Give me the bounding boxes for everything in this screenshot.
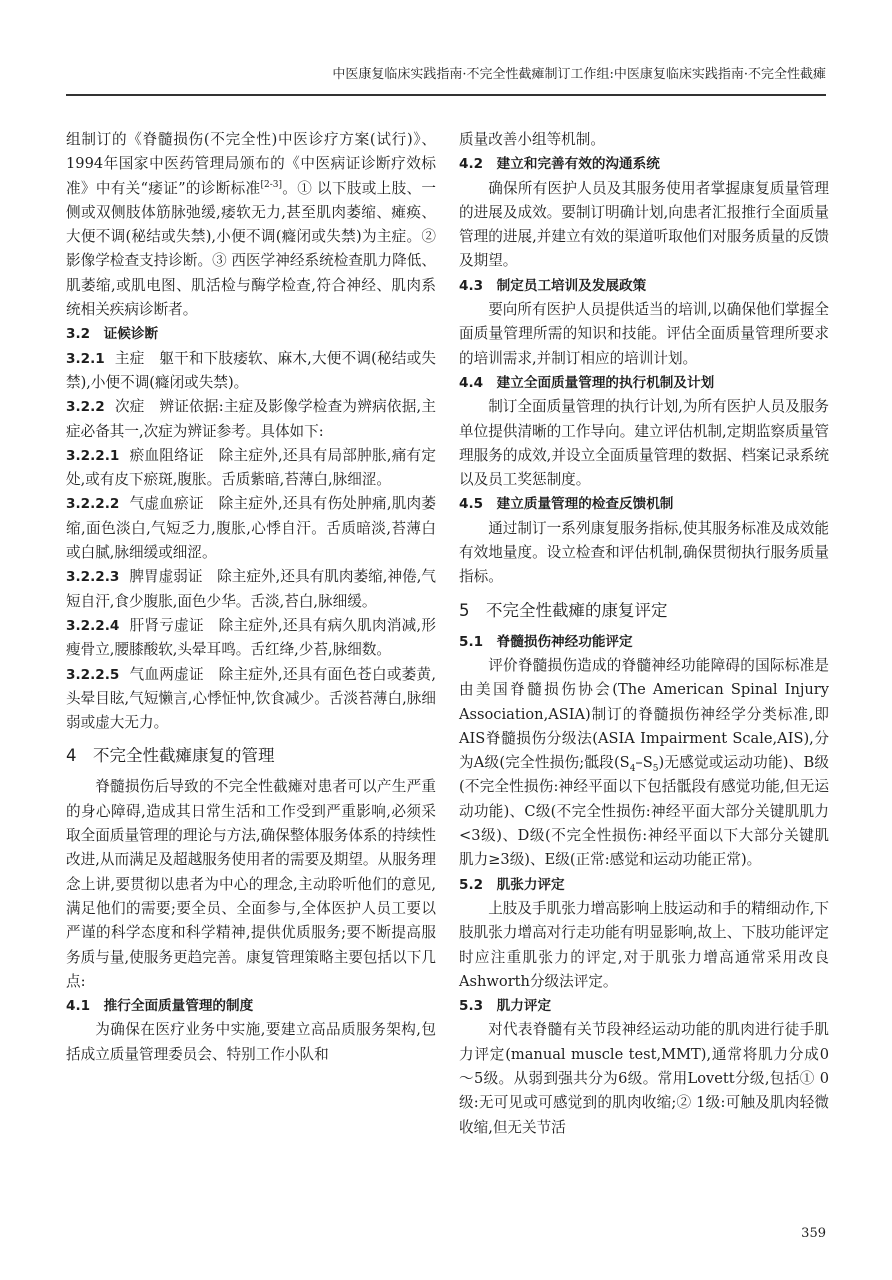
paragraph-4-2: 确保所有医护人员及其服务使用者掌握康复质量管理的进展及成效。要制订明确计划,向患者汇报推行全面质量管理的进展,并建立有效的渠道听取他们对服务质量的反馈及期望。	[459, 179, 829, 270]
paragraph-4-4: 制订全面质量管理的执行计划,为所有医护人员及服务单位提供清晰的工作导向。建立评估机制,定期监察质量管理服务的成效,并设立全面质量管理的数据、档案记录系统以及员工奖惩制度。	[459, 398, 829, 489]
text: 肝肾亏虚证 除主症外,还具有病久肌肉消减,形瘦骨立,腰膝酸软,头晕耳鸣。舌红绛,少苔,脉细数。	[66, 616, 436, 659]
heading-3-2: 3.2 证候诊断	[66, 326, 159, 343]
heading-4-4: 4.4 建立全面质量管理的执行机制及计划	[459, 374, 715, 391]
item-3-2-1	[66, 347, 436, 396]
heading-4-3: 4.3 制定员工培训及发展政策	[459, 277, 647, 294]
item-number: 3.2.2.3	[66, 569, 120, 586]
item-number: 3.2.2.4	[66, 617, 120, 634]
item-3-2-2	[66, 395, 436, 444]
right-column	[459, 128, 829, 1140]
paragraph-4-3: 要向所有医护人员提供适当的培训,以确保他们掌握全面质量管理所需的知识和技能。评估全面质量管理所要求的培训需求,并制订相应的培训计划。	[459, 301, 829, 367]
text: 脾胃虚弱证 除主症外,还具有肌肉萎缩,神倦,气短自汗,食少腹胀,面色少华。舌淡,苔白,脉细缓。	[66, 568, 436, 610]
text: 。① 以下肢或上肢、一侧或双侧肢体筋脉弛缓,痿软无力,甚至肌肉萎缩、瘫痪、大便不调(秘结或失禁),小便不调(癃闭或失禁)为主症。② 影像学检查支持诊断。③ 西医学神经系统检查肌力降低、肌萎缩,或肌电图、肌活检与酶学检查,符合神经、肌肉系统相关疾病诊断者。	[66, 179, 436, 319]
text: 组制订的《脊髓损伤(不完全性)中医诊疗方案(试行)》、1994年国家中医药管理局颁布的《中医病证诊断疗效标准》中有关“痿证”的诊断标准	[66, 131, 436, 197]
item-3-2-2-3	[66, 565, 436, 614]
text: –S	[635, 754, 653, 772]
subscript: 4	[629, 764, 636, 775]
text: 主症 躯干和下肢痿软、麻木,大便不调(秘结或失禁),小便不调(癃闭或失禁)。	[66, 349, 436, 391]
item-number: 3.2.2	[66, 399, 105, 416]
item-number: 3.2.2.1	[66, 447, 120, 464]
item-number: 3.2.2.2	[66, 496, 120, 513]
subscript: 5	[652, 764, 659, 775]
left-column	[66, 128, 436, 1067]
heading-5-2: 5.2 肌张力评定	[459, 876, 565, 893]
heading-4-1: 4.1 推行全面质量管理的制度	[66, 998, 254, 1015]
item-3-2-2-2	[66, 492, 436, 565]
item-number: 3.2.1	[66, 350, 105, 367]
header-rule	[66, 94, 826, 96]
section-heading-5: 5 不完全性截瘫的康复评定	[459, 600, 668, 620]
paragraph-5-2: 上肢及手肌张力增高影响上肢运动和手的精细动作,下肢肌张力增高对行走功能有明显影响,故上、下肢功能评定时应注重肌张力的评定,对于肌张力增高通常采用改良Ashworth分级法评定。	[459, 899, 829, 990]
item-number: 3.2.2.5	[66, 666, 120, 683]
text: 次症 辨证依据:主症及影像学检查为辨病依据,主症必备其一,次症为辨证参考。具体如下:	[66, 398, 436, 440]
heading-5-3: 5.3 肌力评定	[459, 998, 552, 1015]
text: 评价脊髓损伤造成的脊髓神经功能障碍的国际标准是由美国脊髓损伤协会(The American Spinal Injury Association,ASIA)制订的脊髓损伤神经学分类标准,即AIS脊髓损伤分级法(ASIA Impairment Scale,AIS),分为A级(完全性损伤;骶段(S	[459, 656, 829, 772]
paragraph-5-1	[459, 654, 829, 873]
heading-4-5: 4.5 建立质量管理的检查反馈机制	[459, 496, 674, 513]
item-3-2-2-5	[66, 663, 436, 736]
heading-4-2: 4.2 建立和完善有效的沟通系统	[459, 156, 660, 173]
heading-5-1: 5.1 脊髓损伤神经功能评定	[459, 633, 633, 650]
text: 气血两虚证 除主症外,还具有面色苍白或萎黄,头晕目眩,气短懒言,心悸怔忡,饮食减少。舌淡苔薄白,脉细弱或虚大无力。	[66, 665, 436, 732]
page-number: 359	[801, 1226, 826, 1241]
text: 瘀血阻络证 除主症外,还具有局部肿胀,痛有定处,或有皮下瘀斑,腹胀。舌质紫暗,苔薄白,脉细涩。	[66, 446, 436, 489]
citation: [2-3]	[260, 179, 282, 190]
paragraph-continued: 质量改善小组等机制。	[459, 131, 605, 148]
text: 气虚血瘀证 除主症外,还具有伤处肿痛,肌肉萎缩,面色淡白,气短乏力,腹胀,心悸自汗。舌质暗淡,苔薄白或白腻,脉细缓或细涩。	[66, 495, 436, 562]
item-3-2-2-1	[66, 444, 436, 493]
paragraph-diagnosis-criteria	[66, 128, 436, 322]
paragraph-4: 脊髓损伤后导致的不完全性截瘫对患者可以产生严重的身心障碍,造成其日常生活和工作受到严重影响,必须采取全面质量管理的理论与方法,确保整体服务体系的持续性改进,从而满足及超越服务使用者的需要及期望。从服务理念上讲,要贯彻以患者为中心的理念,主动聆听他们的意见,满足他们的需要;要全员、全面参与,全体医护人员工要以严谨的科学态度和科学精神,提供优质服务;要不断提高服务质与量,使服务更趋完善。康复管理策略主要包括以下几点:	[66, 778, 436, 990]
running-header: 中医康复临床实践指南·不完全性截瘫制订工作组:中医康复临床实践指南·不完全性截瘫	[332, 67, 826, 82]
paragraph-5-3: 对代表脊髓有关节段神经运动功能的肌肉进行徒手肌力评定(manual muscle test,MMT),通常将肌力分成0～5级。从弱到强共分为6级。常用Lovett分级,包括① 0级:无可见或可感觉到的肌肉收缩;② 1级:可触及肌肉轻微收缩,但无关节活	[459, 1021, 829, 1136]
text: )无感觉或运动功能)、B级(不完全性损伤:神经平面以下包括骶段有感觉功能,但无运动功能)、C级(不完全性损伤:神经平面大部分关键肌肌力<3级)、D级(不完全性损伤:神经平面以下大部分关键肌肌力≥3级)、E级(正常:感觉和运动功能正常)。	[459, 754, 829, 869]
paragraph-4-1: 为确保在医疗业务中实施,要建立高品质服务架构,包括成立质量管理委员会、特别工作小队和	[66, 1021, 436, 1063]
section-heading-4: 4 不完全性截瘫康复的管理	[66, 746, 275, 766]
item-3-2-2-4	[66, 614, 436, 663]
paragraph-4-5: 通过制订一系列康复服务指标,使其服务标准及成效能有效地量度。设立检查和评估机制,确保贯彻执行服务质量指标。	[459, 519, 829, 586]
